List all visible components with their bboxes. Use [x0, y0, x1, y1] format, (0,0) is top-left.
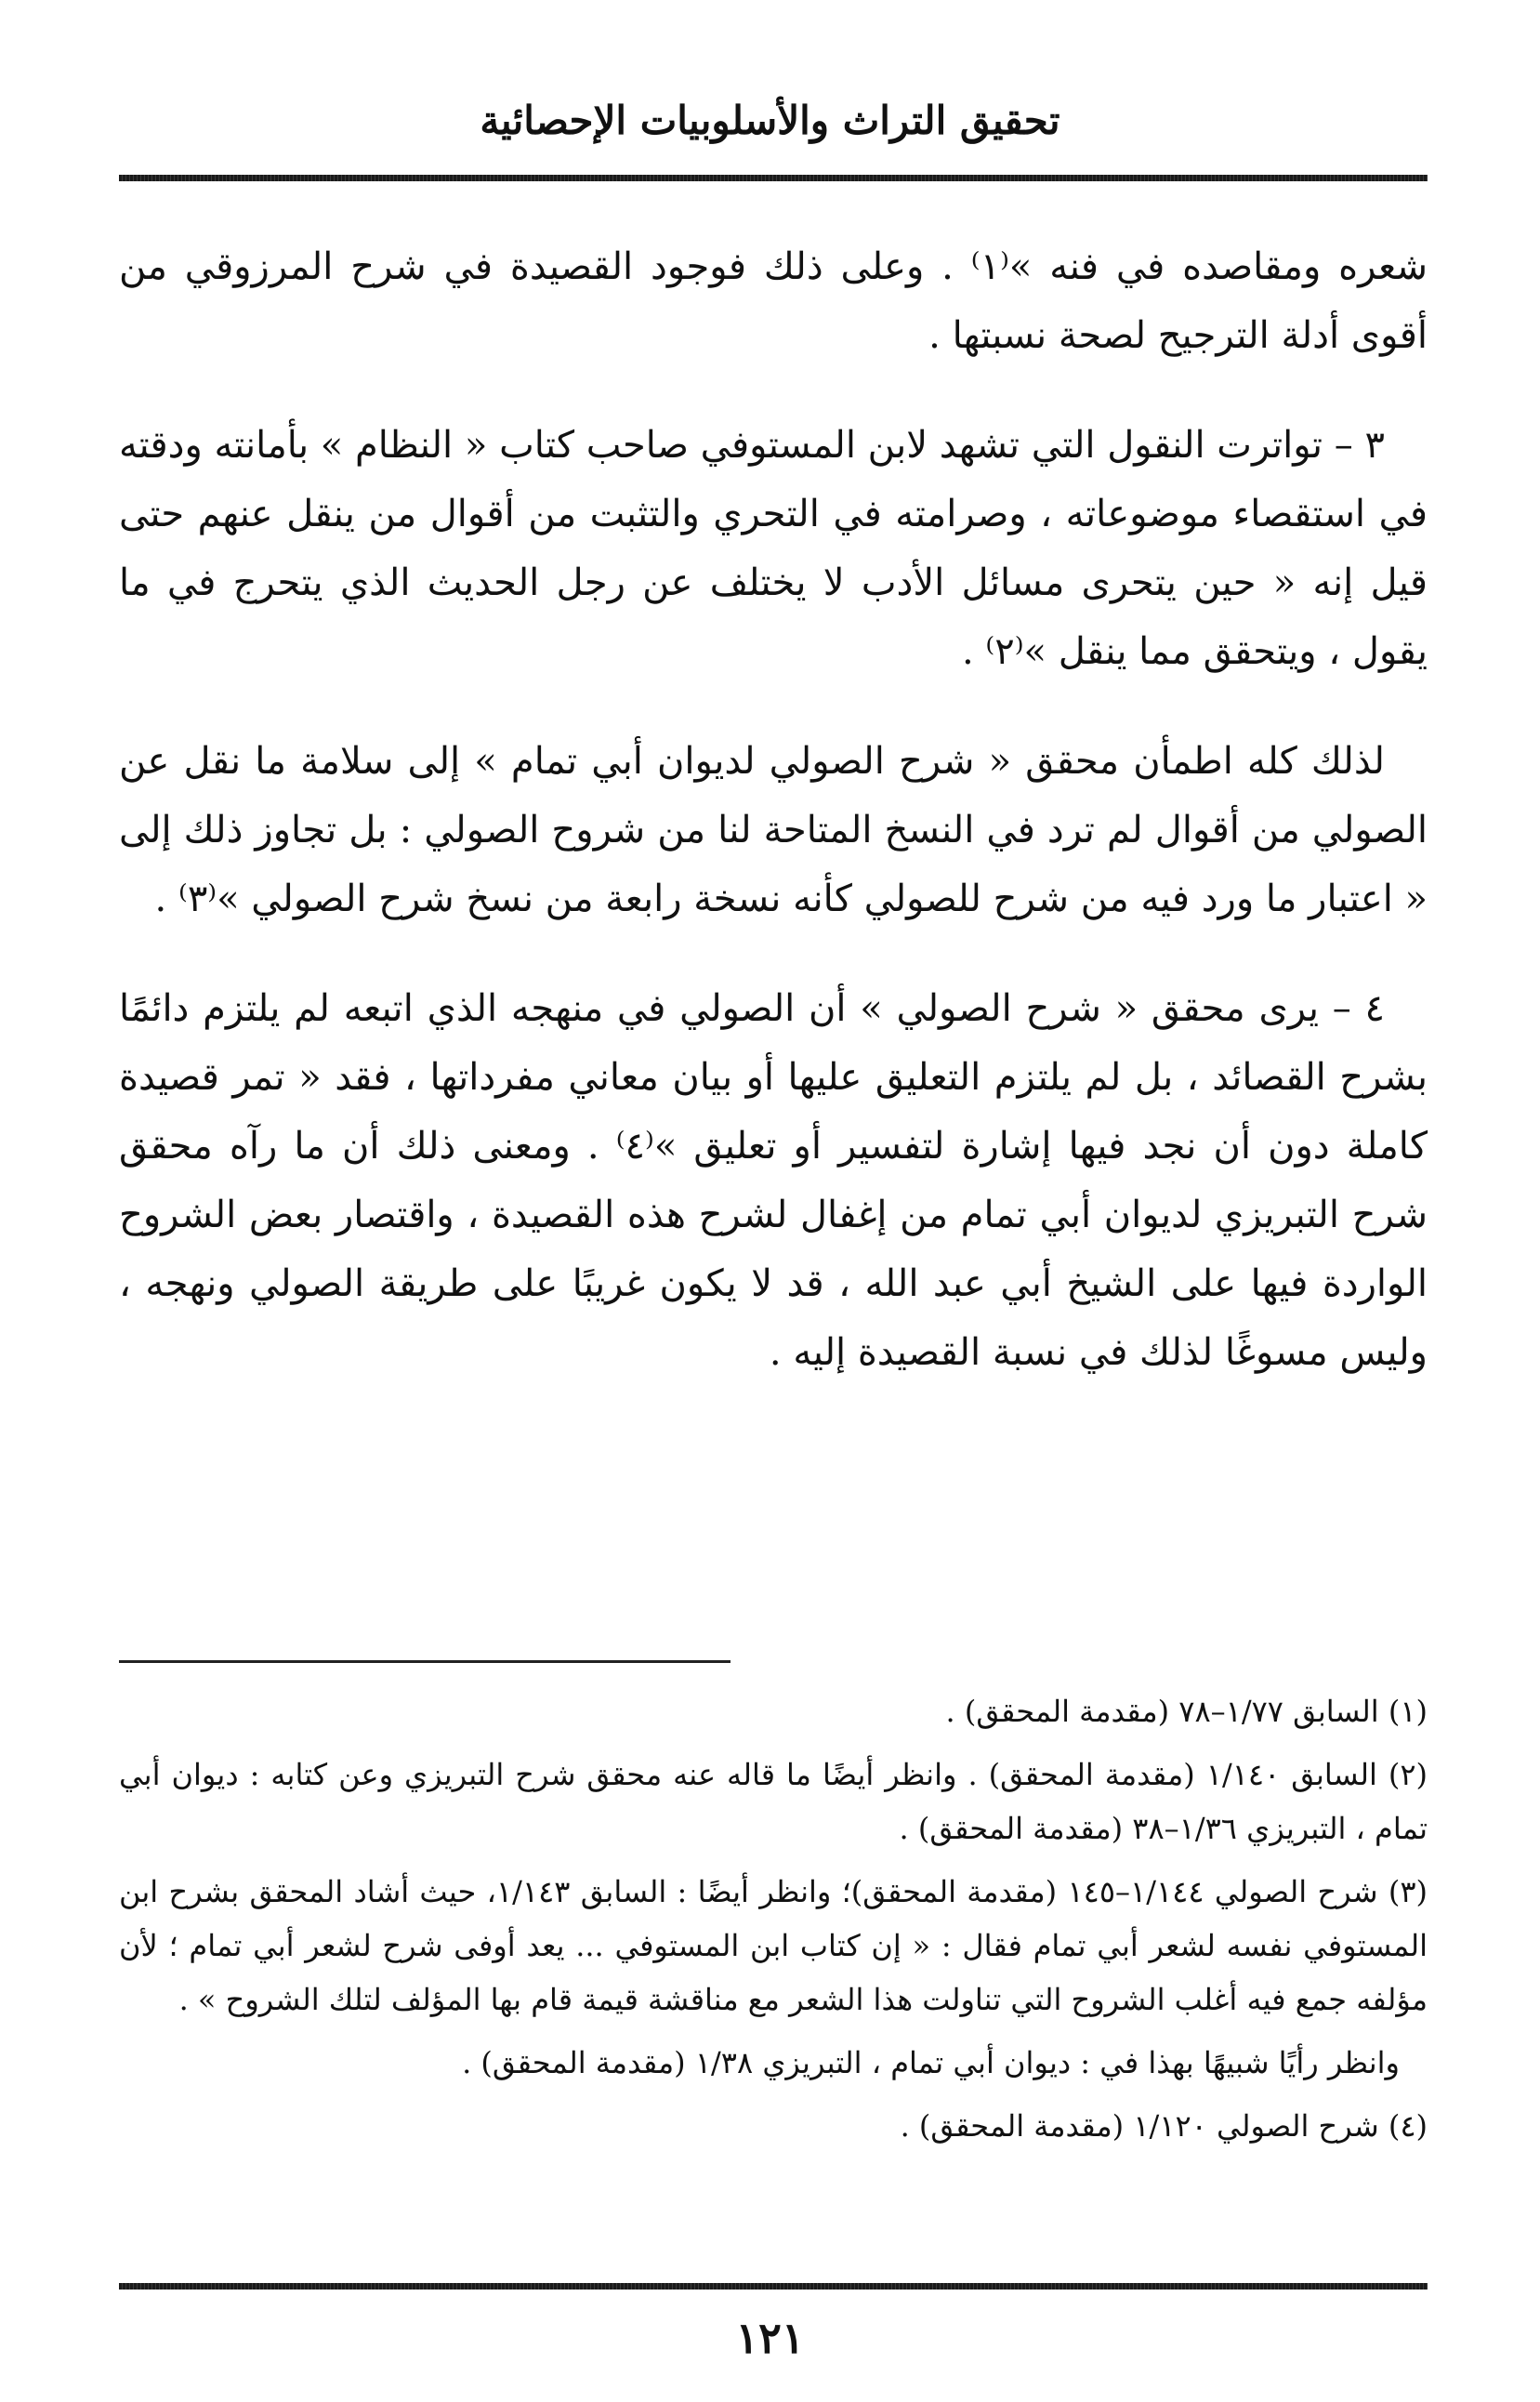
footnote-item: (٢) السابق ١/١٤٠ (مقدمة المحقق) . وانظر أيضًا ما قاله عنه محقق شرح التبريزي وعن كتابه : ديوان أبي تمام ، التبريزي ١/٣٦–٣٨ (مقدمة المحقق) .	[119, 1757, 1428, 1846]
body-paragraph: ٣ – تواترت النقول التي تشهد لابن المستوفي صاحب كتاب « النظام » بأمانته ودقته في استقصاء موضوعاته ، وصرامته في التحري والتثبت من أقوال من ينقل عنهم حتى قيل إنه « حين يتحرى مسائل الأدب لا يختلف عن رجل الحديث الذي يتحرج في ما يقول ، ويتحقق مما ينقل »⁽٢⁾ .	[119, 424, 1428, 673]
header-rule	[119, 175, 1428, 181]
footnote-item: وانظر رأيًا شبيهًا بهذا في : ديوان أبي تمام ، التبريزي ١/٣٨ (مقدمة المحقق) .	[462, 2045, 1400, 2080]
footnotes	[119, 1684, 1428, 2162]
footnote-item: (٣) شرح الصولي ١/١٤٤–١٤٥ (مقدمة المحقق)؛ وانظر أيضًا : السابق ١/١٤٣، حيث أشاد المحقق بشرح ابن المستوفي نفسه لشعر أبي تمام فقال : « إن كتاب ابن المستوفي ... يعد أوفى شرح لشعر أبي تمام ؛ لأن مؤلفه جمع فيه أغلب الشروح التي تناولت هذا الشعر مع مناقشة قيمة قام بها المؤلف لتلك الشروح » .	[119, 1874, 1428, 2017]
main-text	[119, 232, 1428, 1428]
running-header-title: تحقيق التراث والأسلوبيات الإحصائية	[480, 98, 1060, 143]
footnote-item: (١) السابق ١/٧٧–٧٨ (مقدمة المحقق) .	[945, 1694, 1428, 1729]
footnote-item: (٤) شرح الصولي ١/١٢٠ (مقدمة المحقق) .	[900, 2108, 1428, 2144]
body-paragraph: ٤ – يرى محقق « شرح الصولي » أن الصولي في منهجه الذي اتبعه لم يلتزم دائمًا بشرح القصائد ، بل لم يلتزم التعليق عليها أو بيان معاني مفرداتها ، فقد « تمر قصيدة كاملة دون أن نجد فيها إشارة لتفسير أو تعليق »⁽٤⁾ . ومعنى ذلك أن ما رآه محقق شرح التبريزي لديوان أبي تمام من إغفال لشرح هذه القصيدة ، واقتصار بعض الشروح الواردة فيها على الشيخ أبي عبد الله ، قد لا يكون غريبًا على طريقة الصولي ونهجه ، وليس مسوغًا لذلك في نسبة القصيدة إليه .	[119, 987, 1428, 1374]
page-number: ١٢١	[735, 2313, 805, 2363]
footer-rule	[119, 2283, 1428, 2290]
footnote-separator	[119, 1660, 731, 1663]
body-paragraph: شعره ومقاصده في فنه »⁽١⁾ . وعلى ذلك فوجود القصيدة في شرح المرزوقي من أقوى أدلة الترجيح لصحة نسبتها .	[119, 245, 1428, 357]
body-paragraph: لذلك كله اطمأن محقق « شرح الصولي لديوان أبي تمام » إلى سلامة ما نقل عن الصولي من أقوال لم ترد في النسخ المتاحة لنا من شروح الصولي : بل تجاوز ذلك إلى « اعتبار ما ورد فيه من شرح للصولي كأنه نسخة رابعة من نسخ شرح الصولي »⁽٣⁾ .	[119, 740, 1428, 920]
